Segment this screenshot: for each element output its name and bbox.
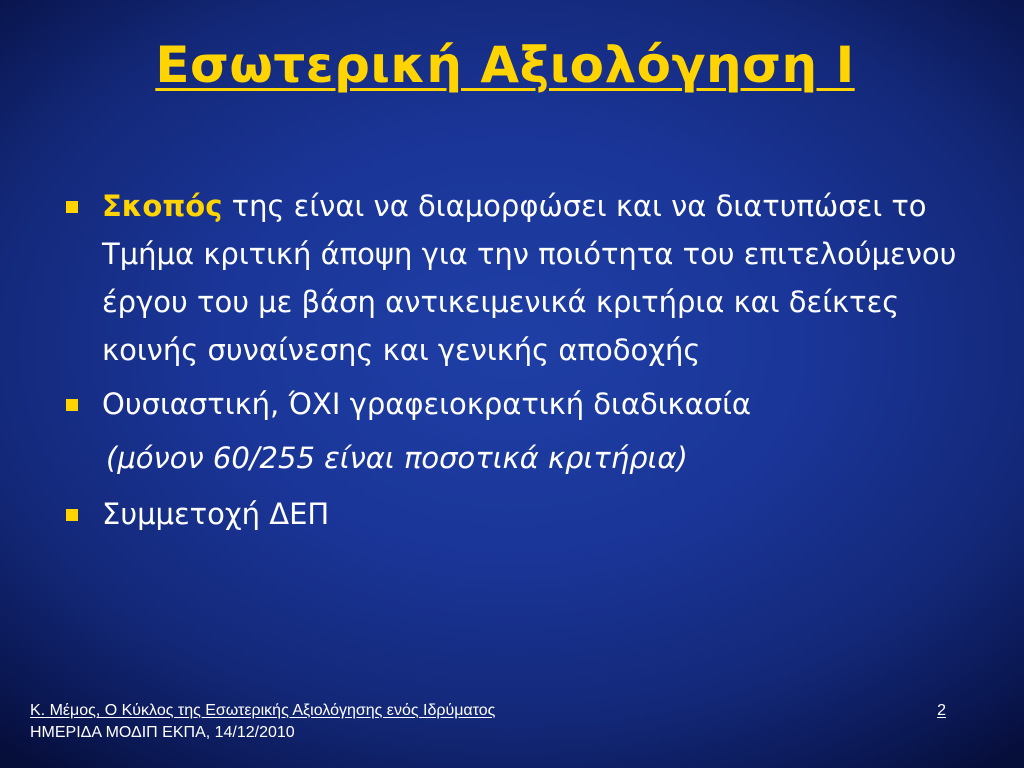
- square-bullet-icon: [66, 509, 78, 521]
- bullet-keyword: Σκοπός: [102, 189, 223, 223]
- bullet-item-substantive: [60, 380, 980, 428]
- footer-line-2: ΗΜΕΡΙΔΑ ΜΟΔΙΠ ΕΚΠΑ, 14/12/2010: [30, 724, 295, 741]
- slide-title: Εσωτερική Αξιολόγηση Ι: [155, 36, 855, 94]
- footer-author-title: Κ. Μέμος, Ο Κύκλος της Εσωτερικής Αξιολόγησης ενός Ιδρύματος: [30, 702, 496, 719]
- footer-line-1: [30, 700, 946, 722]
- page-number: 2: [937, 702, 946, 719]
- bullet-text: της είναι να διαμορφώσει και να διατυπώσει το Τμήμα κριτική άποψη για την ποιότητα του επιτελούμενου έργου του με βάση αντικειμενικά κριτήρια και δείκτες κοινής συναίνεσης και γενικής αποδοχής: [102, 189, 957, 367]
- bullet-text: Ουσιαστική, ΌΧΙ γραφειοκρατική διαδικασία: [102, 387, 752, 421]
- square-bullet-icon: [66, 399, 78, 411]
- bullet-text: Συμμετοχή ΔΕΠ: [102, 497, 330, 531]
- bullet-item-participation: [60, 490, 980, 538]
- bullet-subnote: (μόνον 60/255 είναι ποσοτικά κριτήρια): [106, 441, 688, 475]
- bullet-item-purpose: [60, 182, 980, 374]
- bullet-list: [60, 182, 980, 538]
- square-bullet-icon: [66, 201, 78, 213]
- slide-footer: [30, 700, 950, 744]
